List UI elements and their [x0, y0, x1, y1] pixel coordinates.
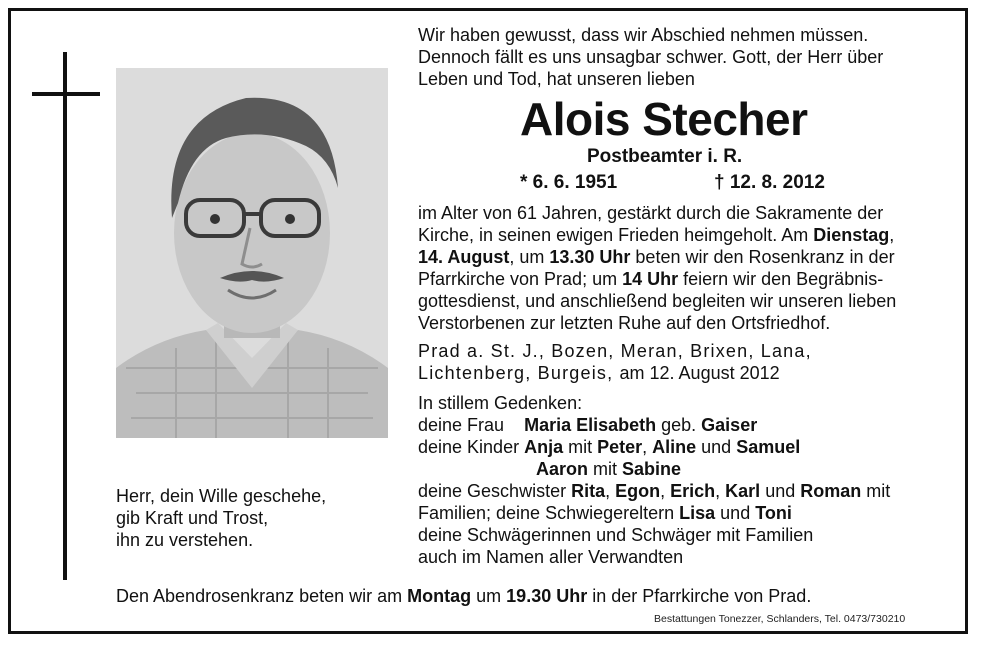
- text-span: ,: [642, 437, 653, 457]
- date-bold: 14. August: [418, 247, 510, 267]
- name-bold: Karl: [725, 481, 761, 501]
- text-span: beten wir den Rosenkranz in der: [630, 247, 895, 267]
- text-span: deine Frau: [418, 415, 510, 435]
- mourner-row-kids: [418, 436, 890, 458]
- deceased-name: Alois Stecher: [520, 93, 808, 145]
- text-span: Pfarrkirche von Prad; um: [418, 269, 623, 289]
- time-bold: 19.30 Uhr: [506, 586, 588, 606]
- intro-line: Wir haben gewusst, dass wir Abschied nehmen müssen.: [418, 25, 869, 45]
- name-bold: Toni: [755, 503, 792, 523]
- time-bold: 13.30 Uhr: [549, 247, 631, 267]
- paragraph-line: [418, 224, 896, 246]
- mourner-row-kids-2: [418, 458, 890, 480]
- text-span: Kirche, in seinen ewigen Frieden heimgeholt. Am: [418, 225, 814, 245]
- name-bold: Gaiser: [701, 415, 758, 435]
- cross-icon-bar: [32, 92, 100, 96]
- paragraph-line: [418, 246, 896, 268]
- rosary-announcement: [116, 585, 811, 607]
- paragraph-line: im Alter von 61 Jahren, gestärkt durch die Sakramente der: [418, 203, 884, 223]
- text-span: und: [760, 481, 801, 501]
- text-span: mit: [563, 437, 598, 457]
- name-bold: Aline: [652, 437, 697, 457]
- name-bold: Peter: [597, 437, 643, 457]
- name-bold: Rita: [571, 481, 606, 501]
- text-span: ,: [715, 481, 726, 501]
- quote-line: gib Kraft und Trost,: [116, 508, 269, 528]
- text-span: , um: [509, 247, 550, 267]
- text-span: ,: [660, 481, 671, 501]
- intro-line: Dennoch fällt es uns unsagbar schwer. Gott, der Herr über: [418, 47, 884, 67]
- name-bold: Erich: [670, 481, 716, 501]
- paragraph-line: gottesdienst, und anschließend begleiten wir unseren lieben: [418, 291, 897, 311]
- quote-line: ihn zu verstehen.: [116, 530, 254, 550]
- text-span: deine Kinder: [418, 437, 525, 457]
- text-span: feiern wir den Begräbnis-: [678, 269, 884, 289]
- mourners-list: [418, 392, 890, 568]
- weekday-bold: Dienstag: [813, 225, 890, 245]
- time-bold: 14 Uhr: [622, 269, 679, 289]
- funeral-paragraph: [418, 202, 896, 334]
- mourner-row-inlaws: [418, 502, 890, 524]
- name-bold: Egon: [615, 481, 661, 501]
- paragraph-line: [418, 268, 896, 290]
- deceased-profession: Postbeamter i. R.: [587, 146, 743, 167]
- text-span: Den Abendrosenkranz beten wir am: [116, 586, 408, 606]
- name-bold: Roman: [800, 481, 862, 501]
- text-span: Lichtenberg, Burgeis,: [418, 363, 620, 383]
- text-span: ,: [605, 481, 616, 501]
- places-text: [418, 362, 812, 384]
- text-span: in der Pfarrkirche von Prad.: [587, 586, 812, 606]
- mourner-row-wife: [418, 414, 890, 436]
- text-span: geb.: [656, 415, 702, 435]
- places-text: Prad a. St. J., Bozen, Meran, Brixen, Lana,: [418, 341, 812, 361]
- announcement-date: am 12. August 2012: [619, 363, 780, 383]
- name-bold: Lisa: [679, 503, 716, 523]
- text-span: mit: [861, 481, 891, 501]
- places-line: [418, 340, 812, 384]
- intro-line: Leben und Tod, hat unseren lieben: [418, 69, 695, 89]
- text-span: um: [471, 586, 507, 606]
- funeral-home-credit: Bestattungen Tonezzer, Schlanders, Tel. 0473/730210: [654, 613, 906, 625]
- portrait-photo: [116, 68, 388, 438]
- name-bold: Sabine: [622, 459, 682, 479]
- paragraph-line: Verstorbenen zur letzten Ruhe auf den Ortsfriedhof.: [418, 313, 831, 333]
- intro-text: [418, 24, 883, 90]
- name-bold: Maria Elisabeth: [524, 415, 657, 435]
- text-span: mit: [588, 459, 623, 479]
- quote-line: Herr, dein Wille geschehe,: [116, 486, 327, 506]
- bible-quote: [116, 485, 326, 551]
- death-date: † 12. 8. 2012: [714, 172, 825, 193]
- mourner-row-relatives: auch im Namen aller Verwandten: [418, 547, 684, 567]
- text-span: und: [696, 437, 737, 457]
- birth-date: * 6. 6. 1951: [520, 172, 618, 193]
- text-span: und: [715, 503, 756, 523]
- name-bold: Anja: [524, 437, 564, 457]
- name-bold: Samuel: [736, 437, 801, 457]
- text-span: Familien; deine Schwiegereltern: [418, 503, 680, 523]
- weekday-bold: Montag: [407, 586, 472, 606]
- cross-icon: [63, 52, 67, 580]
- mourner-row-siblings: [418, 480, 890, 502]
- text-span: deine Geschwister: [418, 481, 572, 501]
- text-span: ,: [889, 225, 895, 245]
- mourner-row-schwager: deine Schwägerinnen und Schwäger mit Familien: [418, 525, 814, 545]
- mourners-heading: In stillem Gedenken:: [418, 393, 583, 413]
- name-bold: Aaron: [536, 459, 589, 479]
